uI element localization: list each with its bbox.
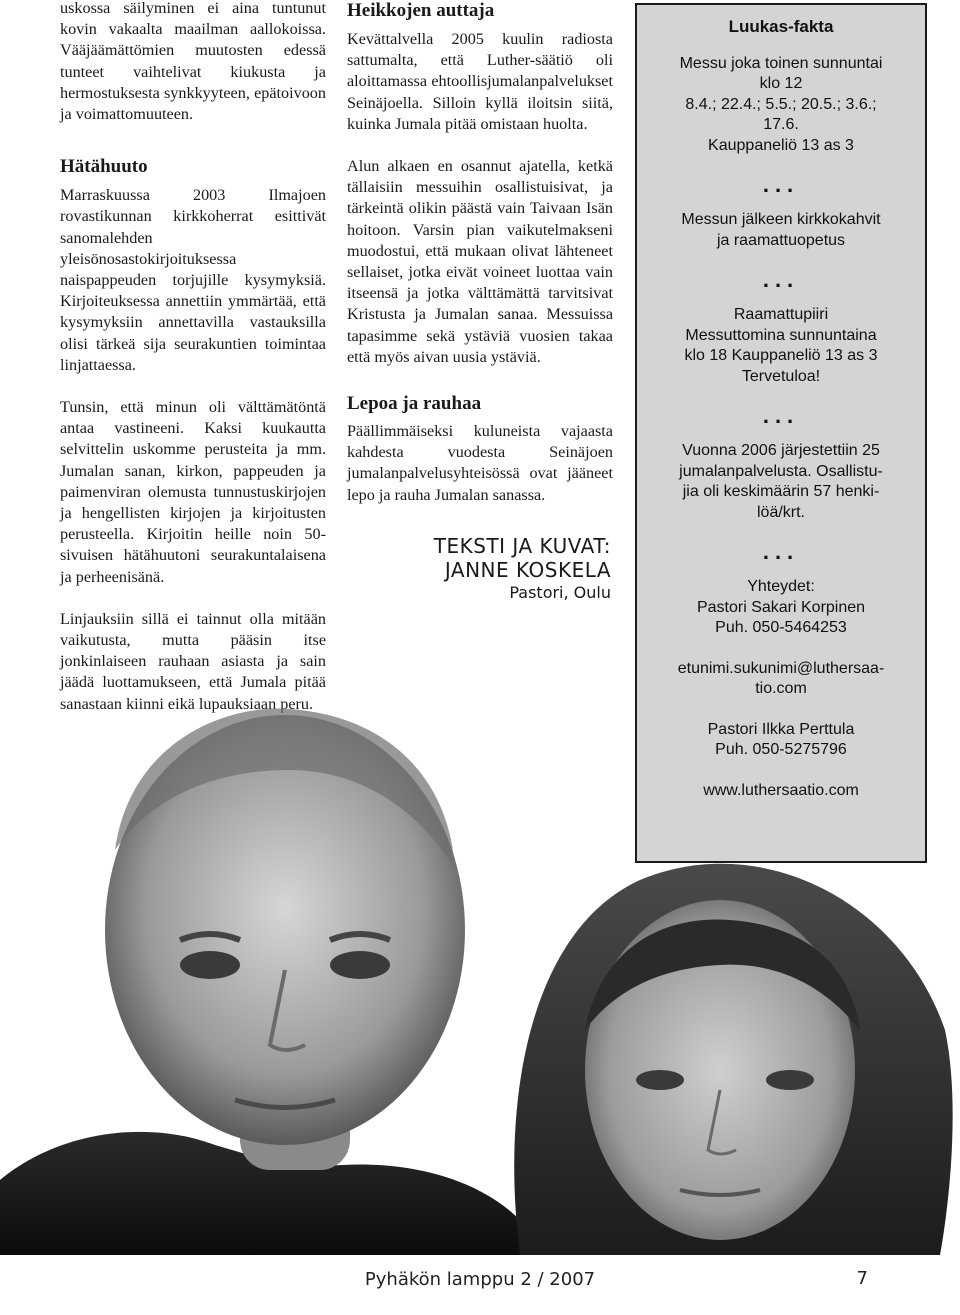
separator-dots: ... — [762, 172, 800, 197]
factbox-line: löä/krt. — [756, 503, 805, 521]
factbox-line: klo 12 — [759, 75, 803, 92]
contact-email[interactable]: tio.com — [755, 680, 807, 697]
factbox-line: Tervetuloa! — [741, 367, 821, 385]
factbox-line: jumalanpalvelusta. Osallistu- — [679, 462, 883, 480]
publication-title: Pyhäkön lamppu 2 / 2007 — [364, 1269, 596, 1290]
section-heading-heikkojen-auttaja: Heikkojen auttaja — [347, 0, 495, 21]
paragraph: Marraskuussa 2003 Ilmajoen rovastikunnan kirkkoherrat esittivät sanomalehden yleisönosastokirjoituksessa naispappeuden torjujille kysymyksiä. Kirjoiteuksessa annettiin ymmärtää, että kysymyksiin annettavilla vastauksilla olisi tärkeä sija seurakuntien toimintaa linjattaessa. — [60, 186, 326, 374]
contact-email[interactable]: etunimi.sukunimi@luthersaa- — [677, 659, 885, 677]
factbox-line: Raamattupiiri — [733, 306, 829, 323]
man-portrait — [0, 709, 540, 1255]
factbox-title: Luukas-fakta — [728, 17, 834, 36]
section-heading-hatahuuto: Hätähuuto — [60, 156, 148, 178]
factbox-line: Messuttomina sunnuntaina — [685, 326, 877, 344]
contact-phone: Puh. 050-5275796 — [715, 741, 847, 758]
factbox-line: ja raamattuopetus — [716, 231, 846, 249]
section-heading-lepoa-ja-rauhaa: Lepoa ja rauhaa — [347, 393, 482, 415]
factbox-line: klo 18 Kauppaneliö 13 as 3 — [684, 347, 878, 364]
website-link[interactable]: www.luthersaatio.com — [703, 781, 859, 799]
credit-role: Pastori, Oulu — [509, 582, 611, 602]
separator-dots: ... — [762, 539, 800, 564]
contact-phone: Puh. 050-5464253 — [715, 619, 847, 636]
factbox-line: Messun jälkeen kirkkokahvit — [681, 211, 881, 228]
contact-name: Pastori Ilkka Perttula — [707, 720, 855, 738]
woman-portrait — [514, 864, 952, 1255]
credit-author: JANNE KOSKELA — [444, 557, 611, 582]
intro-paragraph: uskossa säilyminen ei aina tuntunut kovin vakaalta maailman aallokoissa. Vääjäämättömien muutosten edessä tunteet vaihtelivat kiukusta ja hermostuksesta synkkyyteen, epätoivoon ja voimattomuuteen. — [60, 0, 326, 124]
paragraph: Kevättalvella 2005 kuulin radiosta sattumalta, että Luther-säätiö oli aloittamassa ehtoollisjumalanpalvelukset Seinäjoella. Silloin kyllä iloitsin siitä, kuinka Jumala pitää omistaan huolta. — [347, 30, 613, 133]
factbox-line: Vuonna 2006 järjestettiin 25 — [682, 442, 880, 459]
paragraph: Linjauksiin sillä ei tainnut olla mitään vaikutusta, mutta pääsin itse jonkinlaiseen rauhaan asiasta ja sain jäädä luottamukseen, että Jumala pitää sanastaan kiinni eikä lupauksiaan peru. — [60, 609, 326, 713]
factbox-line: Kauppaneliö 13 as 3 — [708, 136, 854, 154]
author-credit — [347, 534, 611, 604]
page-footer — [0, 1255, 960, 1315]
paragraph: Päällimmäiseksi kuluneista vajaasta kahdesta vuodesta Seinäjoen jumalanpalvelusyhteisössä ovat jääneet lepo ja rauha Jumalan sanassa. — [347, 422, 613, 504]
paragraph: Tunsin, että minun oli välttämätöntä antaa vastineeni. Kaksi kuukautta selvittelin uskomme perusteita ja mm. Jumalan sanan, kirkon, pappeuden ja paimenviran olemusta tunnustuskirjojen ja hengellisten kirjojen ja kirjoitusten perusteella. Kirjoitin heille noin 50-sivuisen hätähuutoni seurakuntalaisena ja perheenisänä. — [60, 398, 326, 586]
factbox-line: 8.4.; 22.4.; 5.5.; 20.5.; 3.6.; — [685, 95, 877, 113]
left-column — [60, 0, 326, 715]
contact-name: Pastori Sakari Korpinen — [696, 598, 866, 616]
separator-dots: ... — [762, 267, 800, 292]
separator-dots: ... — [762, 403, 800, 428]
contact-label: Yhteydet: — [747, 578, 815, 595]
paragraph: Alun alkaen en osannut ajatella, ketkä tällaisiin messuihin osallistuisivat, ja tärkeintä olikin päästä vain Taivaan Isän hoitoon. Varsin pian vaikutelmakseni muodostui, että mukaan olivat lähteneet sellaiset, jotka eivät voineet luottaa vain itseensä ja jotka välttämättä tarvitsivat Kristusta ja Jumalan sanaa. Messuissa tapasimme sekä ystäviä vuosien takaa että myös aivan uusia ystäviä. — [347, 157, 613, 366]
factbox-line: jia oli keskimäärin 57 henki- — [682, 483, 880, 500]
credit-label: TEKSTI JA KUVAT: — [433, 533, 611, 558]
middle-column — [347, 0, 613, 604]
portrait-photos — [0, 700, 960, 1255]
factbox-line: 17.6. — [763, 116, 799, 133]
page-number: 7 — [856, 1268, 868, 1289]
factbox-line: Messu joka toinen sunnuntai — [679, 54, 883, 72]
